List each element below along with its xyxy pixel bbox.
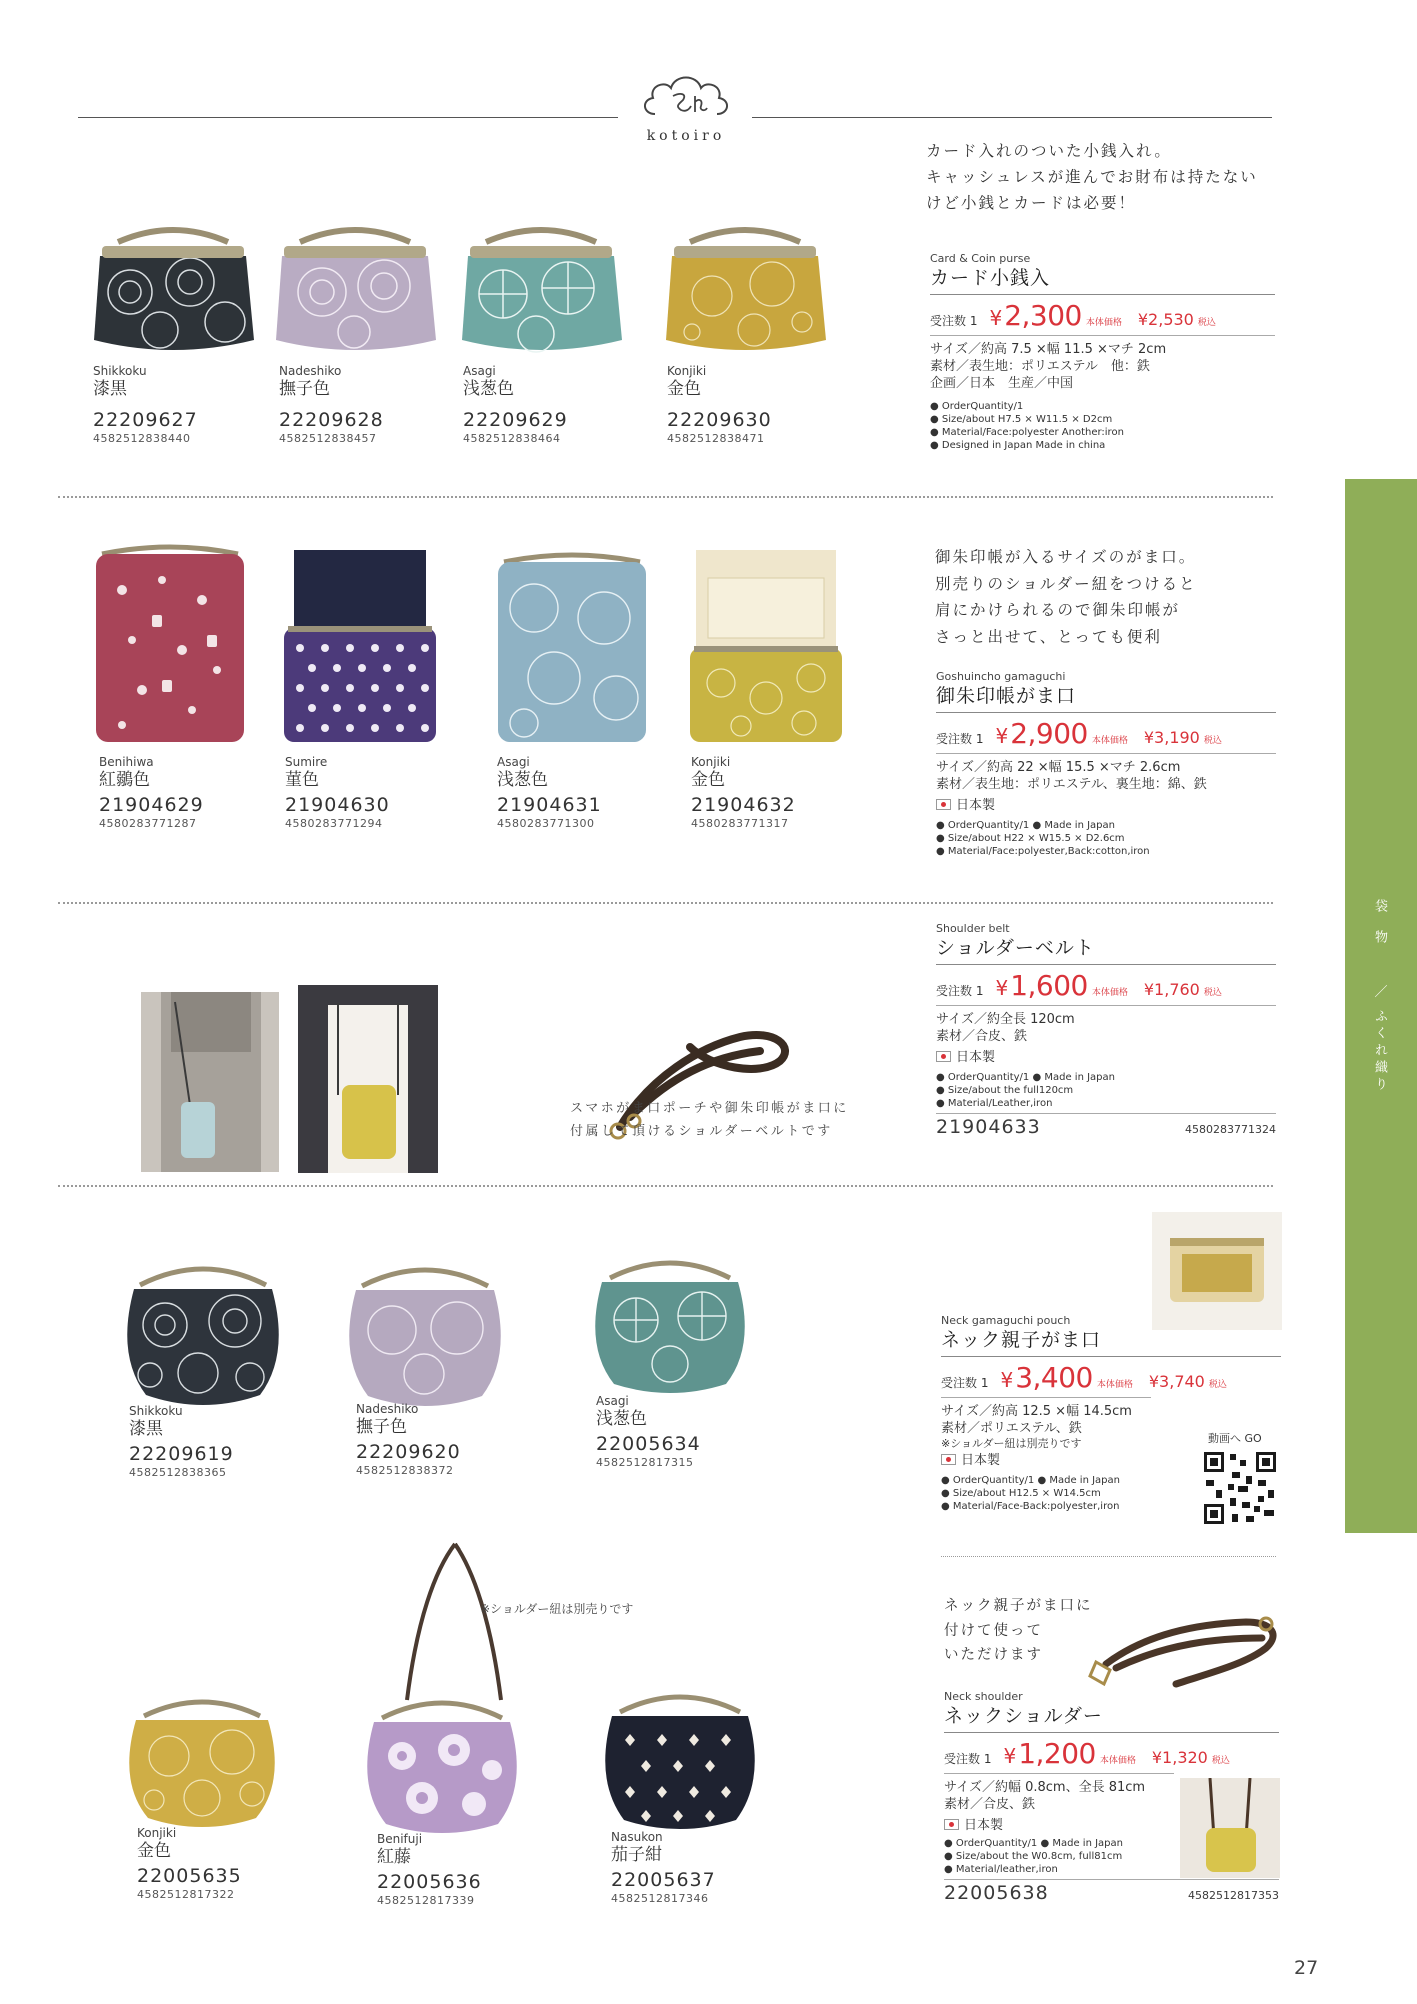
variant-jan: 4582512838457 [279, 432, 377, 445]
variant-code: 21904632 [691, 794, 796, 816]
brand-name: kotoiro [646, 128, 726, 144]
section-divider [58, 902, 1273, 904]
order-qty: 受注数 1 [936, 732, 984, 746]
price-line [936, 717, 1276, 750]
tax-label: 税込 [1211, 1756, 1230, 1766]
yen-sign: ¥ [1003, 1744, 1017, 1768]
product-info-card-purse [930, 252, 1275, 452]
spec-line: 素材／ポリエステル、鉄 [941, 1421, 1082, 1436]
variant-code: 22209629 [463, 409, 568, 431]
spec-line: 素材／合皮、鉄 [936, 1029, 1028, 1044]
product-variant [377, 1832, 482, 1908]
photo-neck-strap-attached [395, 1540, 515, 1705]
bullet-line: ● Material/Face:polyester Another:iron [930, 427, 1124, 438]
photo-model-wearing-yellow-pouch [298, 985, 438, 1173]
variant-code: 22209627 [93, 409, 198, 431]
description-line: カード入れのついた小銭入れ。 [926, 142, 1172, 160]
brand-logo [625, 66, 747, 148]
divider [936, 712, 1276, 713]
variant-en-name: Shikkoku [129, 1404, 183, 1418]
product-image-neck-pouch-asagi [590, 1250, 750, 1398]
spec-line: 素材／合皮、鉄 [944, 1797, 1036, 1812]
price: 2,300 [1004, 299, 1082, 332]
description-line: 肩にかけられるので御朱印帳が [935, 601, 1181, 619]
product-image-card-purse-nadeshiko [272, 222, 438, 358]
bullet-line: ● Size/about the W0.8cm, full81cm [944, 1851, 1123, 1862]
product-en-name: Shoulder belt [936, 922, 1010, 935]
variant-en-name: Asagi [596, 1394, 629, 1408]
tax-label: 税込 [1197, 318, 1216, 328]
product-variant [279, 364, 384, 446]
description-line: 別売りのショルダー紐をつけると [935, 574, 1197, 593]
made-in-japan: 日本製 [936, 797, 1276, 815]
variant-jp-name: 浅葱色 [463, 379, 514, 399]
variant-jp-name: 紅藤 [377, 1847, 411, 1867]
made-in-japan: 日本製 [941, 1452, 1281, 1470]
photo-neck-shoulder-strap [1076, 1604, 1286, 1704]
divider [930, 335, 1275, 336]
description-line: さっと出せて、とっても便利 [935, 627, 1162, 646]
divider [930, 294, 1275, 295]
product-description [926, 138, 1286, 216]
product-title: 御朱印帳がま口 [936, 685, 1077, 707]
product-info-goshuincho [936, 670, 1276, 858]
caption-line: スマホがま口ポーチや御朱印帳がま口に [570, 1101, 849, 1116]
japan-flag-icon [936, 1051, 951, 1062]
bullet-line: ● OrderQuantity/1 ● Made in Japan [944, 1838, 1123, 1849]
price: 3,400 [1015, 1361, 1093, 1394]
product-title: ショルダーベルト [936, 937, 1095, 959]
product-code: 21904633 [936, 1116, 1041, 1138]
variant-code: 22005635 [137, 1865, 242, 1887]
photo-neck-shoulder-worn [1180, 1778, 1280, 1878]
order-qty: 受注数 1 [941, 1376, 989, 1390]
divider [944, 1879, 1279, 1880]
variant-code: 22209630 [667, 409, 772, 431]
divider [936, 1113, 1276, 1114]
sidebar-category: 袋物 [1372, 899, 1387, 961]
strap-note: ※ショルダー紐は別売りです [941, 1437, 1082, 1450]
tax-label: 税込 [1208, 1380, 1227, 1390]
variant-jp-name: 金色 [691, 770, 725, 790]
variant-jan: 4582512838440 [93, 432, 191, 445]
bullet-line: ● Material/Face:polyester,Back:cotton,iron [936, 846, 1150, 857]
product-description [935, 544, 1280, 650]
section-divider [58, 1185, 1273, 1187]
product-image-neck-pouch-benifuji [362, 1690, 522, 1838]
variant-code: 22005636 [377, 1871, 482, 1893]
variant-code: 21904630 [285, 794, 390, 816]
variant-jan: 4582512817339 [377, 1894, 475, 1907]
description-line: 御朱印帳が入るサイズのがま口。 [935, 548, 1197, 566]
divider [936, 964, 1276, 965]
variant-jan: 4580283771317 [691, 817, 789, 830]
price-line [941, 1361, 1281, 1394]
bullet-line: ● Size/about the full120cm [936, 1085, 1074, 1096]
bullet-line: ● Material/Leather,iron [936, 1098, 1053, 1109]
bullet-line: ● Material/Face-Back:polyester,iron [941, 1501, 1120, 1512]
variant-jp-name: 金色 [667, 379, 701, 399]
product-en-name: Card & Coin purse [930, 252, 1031, 265]
divider [941, 1356, 1281, 1357]
product-variant [611, 1830, 716, 1906]
yen-sign: ¥ [995, 976, 1009, 1000]
spec-line: サイズ／約高 12.5 ×幅 14.5cm [941, 1404, 1132, 1419]
variant-jp-name: 茄子紺 [611, 1845, 662, 1865]
spec-line: 企画／日本 生産／中国 [930, 376, 1074, 391]
description-line: ネック親子がま口に [944, 1598, 1093, 1614]
price: 1,200 [1018, 1737, 1096, 1770]
description-line: いただけます [944, 1647, 1043, 1663]
price-label: 本体価格 [1091, 736, 1128, 746]
price-label: 本体価格 [1096, 1380, 1133, 1390]
product-variant [497, 755, 602, 831]
product-image-card-purse-konjiki [662, 222, 828, 358]
product-variant [691, 755, 796, 831]
page-number: 27 [1294, 1957, 1319, 1979]
variant-code: 21904629 [99, 794, 204, 816]
tax-price: ¥3,740 [1148, 1372, 1205, 1391]
product-en-name: Neck gamaguchi pouch [941, 1314, 1071, 1327]
tax-price: ¥1,760 [1143, 980, 1200, 999]
spec-line: サイズ／約幅 0.8cm、全長 81cm [944, 1780, 1146, 1795]
spec-line: サイズ／約高 22 ×幅 15.5 ×マチ 2.6cm [936, 760, 1181, 775]
variant-en-name: Nasukon [611, 1830, 663, 1844]
bullet-line: ● Size/about H7.5 × W11.5 × D2cm [930, 414, 1113, 425]
product-image-goshuincho-benihiwa [92, 540, 248, 746]
photo-model-wearing-shoulder-belt [141, 992, 279, 1172]
product-image-card-purse-shikkoku [90, 222, 256, 358]
spec-line: サイズ／約全長 120cm [936, 1012, 1075, 1027]
price-line [930, 299, 1275, 332]
variant-en-name: Konjiki [667, 364, 707, 378]
variant-jan: 4582512838471 [667, 432, 765, 445]
made-in-japan: 日本製 [936, 1049, 1276, 1067]
divider [944, 1732, 1279, 1733]
variant-en-name: Asagi [497, 755, 530, 769]
sidebar-material: ふくれ織り [1372, 1009, 1387, 1094]
variant-jp-name: 漆黒 [93, 379, 127, 399]
product-title: カード小銭入 [930, 267, 1051, 289]
product-variant [129, 1404, 234, 1480]
variant-jan: 4582512838464 [463, 432, 561, 445]
price-line [944, 1737, 1279, 1770]
price-label: 本体価格 [1085, 318, 1122, 328]
product-image-neck-pouch-nadeshiko [342, 1256, 508, 1410]
variant-code: 21904631 [497, 794, 602, 816]
product-en-name: Neck shoulder [944, 1690, 1023, 1703]
divider [944, 1773, 1174, 1774]
variant-en-name: Nadeshiko [279, 364, 342, 378]
product-jan: 4580283771324 [1185, 1123, 1276, 1136]
sub-divider [941, 1556, 1276, 1557]
variant-code: 22005637 [611, 1869, 716, 1891]
product-variant [596, 1394, 701, 1470]
spec-line: 素材／表生地：ポリエステル、裏生地：綿、鉄 [936, 777, 1207, 792]
product-jan: 4582512817353 [1188, 1889, 1279, 1902]
description-line: キャッシュレスが進んでお財布は持たない [926, 168, 1258, 186]
description-line: けど小銭とカードは必要！ [926, 194, 1137, 212]
price: 2,900 [1010, 717, 1088, 750]
variant-jan: 4582512817346 [611, 1892, 709, 1905]
product-variant [99, 755, 204, 831]
sidebar-separator: ／ [1374, 985, 1388, 1000]
japan-flag-icon [941, 1454, 956, 1465]
variant-jan: 4580283771294 [285, 817, 383, 830]
product-image-goshuincho-sumire [280, 548, 440, 746]
price-label: 本体価格 [1091, 988, 1128, 998]
variant-code: 22209620 [356, 1441, 461, 1463]
yen-sign: ¥ [1000, 1368, 1014, 1392]
product-variant [93, 364, 198, 446]
bullet-line: ● OrderQuantity/1 ● Made in Japan [936, 820, 1115, 831]
strap-sold-separately-note: ※ショルダー紐は別売りです [480, 1602, 634, 1616]
product-variant [463, 364, 568, 446]
tax-price: ¥1,320 [1151, 1748, 1208, 1767]
variant-en-name: Konjiki [691, 755, 731, 769]
product-variant [356, 1402, 461, 1478]
product-title: ネックショルダー [944, 1705, 1103, 1727]
caption-line: 付属して頂けるショルダーベルトです [570, 1124, 833, 1139]
variant-jan: 4580283771300 [497, 817, 595, 830]
header-rule-right [752, 117, 1272, 118]
variant-en-name: Konjiki [137, 1826, 177, 1840]
order-qty: 受注数 1 [930, 314, 978, 328]
product-variant [667, 364, 772, 446]
tax-price: ¥3,190 [1143, 728, 1200, 747]
tax-label: 税込 [1203, 736, 1222, 746]
product-variant [137, 1826, 242, 1902]
product-title: ネック親子がま口 [941, 1329, 1102, 1351]
bullet-line: ● Material/leather,iron [944, 1864, 1058, 1875]
tax-price: ¥2,530 [1137, 310, 1194, 329]
tax-label: 税込 [1203, 988, 1222, 998]
product-code: 22005638 [944, 1882, 1049, 1904]
order-qty: 受注数 1 [944, 1752, 992, 1766]
variant-en-name: Benihiwa [99, 755, 154, 769]
product-image-neck-pouch-nasukon [600, 1684, 760, 1834]
video-link-label: 動画へ GO [1208, 1432, 1262, 1445]
variant-jp-name: 浅葱色 [596, 1409, 647, 1429]
variant-jp-name: 撫子色 [356, 1417, 407, 1437]
variant-jan: 4582512817315 [596, 1456, 694, 1469]
neck-shoulder-description [944, 1594, 1093, 1668]
variant-jp-name: 漆黒 [129, 1419, 163, 1439]
photo-neck-pouch-inner [1152, 1212, 1282, 1330]
shoulder-belt-caption [570, 1097, 849, 1143]
spec-line: 素材／表生地：ポリエステル 他：鉄 [930, 359, 1150, 374]
bullet-line: ● Size/about H12.5 × W14.5cm [941, 1488, 1101, 1499]
section-divider [58, 496, 1273, 498]
price: 1,600 [1010, 969, 1088, 1002]
bullet-line: ● OrderQuantity/1 [930, 401, 1024, 412]
category-sidebar [1345, 479, 1417, 1533]
japan-flag-icon [944, 1819, 959, 1830]
bullet-line: ● Designed in Japan Made in china [930, 440, 1106, 451]
spec-line: サイズ／約高 7.5 ×幅 11.5 ×マチ 2cm [930, 342, 1167, 357]
variant-jp-name: 浅葱色 [497, 770, 548, 790]
made-in-japan: 日本製 [944, 1817, 1279, 1835]
variant-jp-name: 菫色 [285, 770, 319, 790]
variant-jp-name: 金色 [137, 1841, 171, 1861]
product-info-shoulder-belt [936, 922, 1276, 1138]
product-image-goshuincho-asagi [494, 548, 650, 746]
product-image-neck-pouch-shikkoku [120, 1255, 286, 1410]
brand-logo-mark-icon [625, 66, 747, 126]
description-line: 付けて使って [944, 1622, 1043, 1639]
yen-sign: ¥ [995, 724, 1009, 748]
variant-jan: 4582512817322 [137, 1888, 235, 1901]
yen-sign: ¥ [989, 306, 1003, 330]
variant-en-name: Benifuji [377, 1832, 423, 1846]
variant-jp-name: 紅鶸色 [99, 770, 150, 790]
product-image-neck-pouch-konjiki [124, 1690, 280, 1836]
japan-flag-icon [936, 799, 951, 810]
variant-jan: 4580283771287 [99, 817, 197, 830]
divider [941, 1397, 1151, 1398]
product-variant [285, 755, 390, 831]
bullet-line: ● OrderQuantity/1 ● Made in Japan [936, 1072, 1115, 1083]
variant-jan: 4582512838365 [129, 1466, 227, 1479]
variant-en-name: Shikkoku [93, 364, 147, 378]
variant-code: 22005634 [596, 1433, 701, 1455]
variant-code: 22209619 [129, 1443, 234, 1465]
product-image-goshuincho-konjiki [686, 548, 846, 746]
order-qty: 受注数 1 [936, 984, 984, 998]
variant-en-name: Asagi [463, 364, 496, 378]
header-rule-left [78, 117, 618, 118]
variant-jp-name: 撫子色 [279, 379, 330, 399]
variant-en-name: Sumire [285, 755, 328, 769]
qr-code-icon[interactable] [1202, 1450, 1278, 1526]
bullet-line: ● OrderQuantity/1 ● Made in Japan [941, 1475, 1120, 1486]
product-image-card-purse-asagi [458, 222, 624, 358]
product-en-name: Goshuincho gamaguchi [936, 670, 1066, 683]
variant-jan: 4582512838372 [356, 1464, 454, 1477]
price-line [936, 969, 1276, 1002]
price-label: 本体価格 [1099, 1756, 1136, 1766]
variant-code: 22209628 [279, 409, 384, 431]
variant-en-name: Nadeshiko [356, 1402, 419, 1416]
divider [936, 753, 1276, 754]
bullet-line: ● Size/about H22 × W15.5 × D2.6cm [936, 833, 1125, 844]
divider [936, 1005, 1276, 1006]
